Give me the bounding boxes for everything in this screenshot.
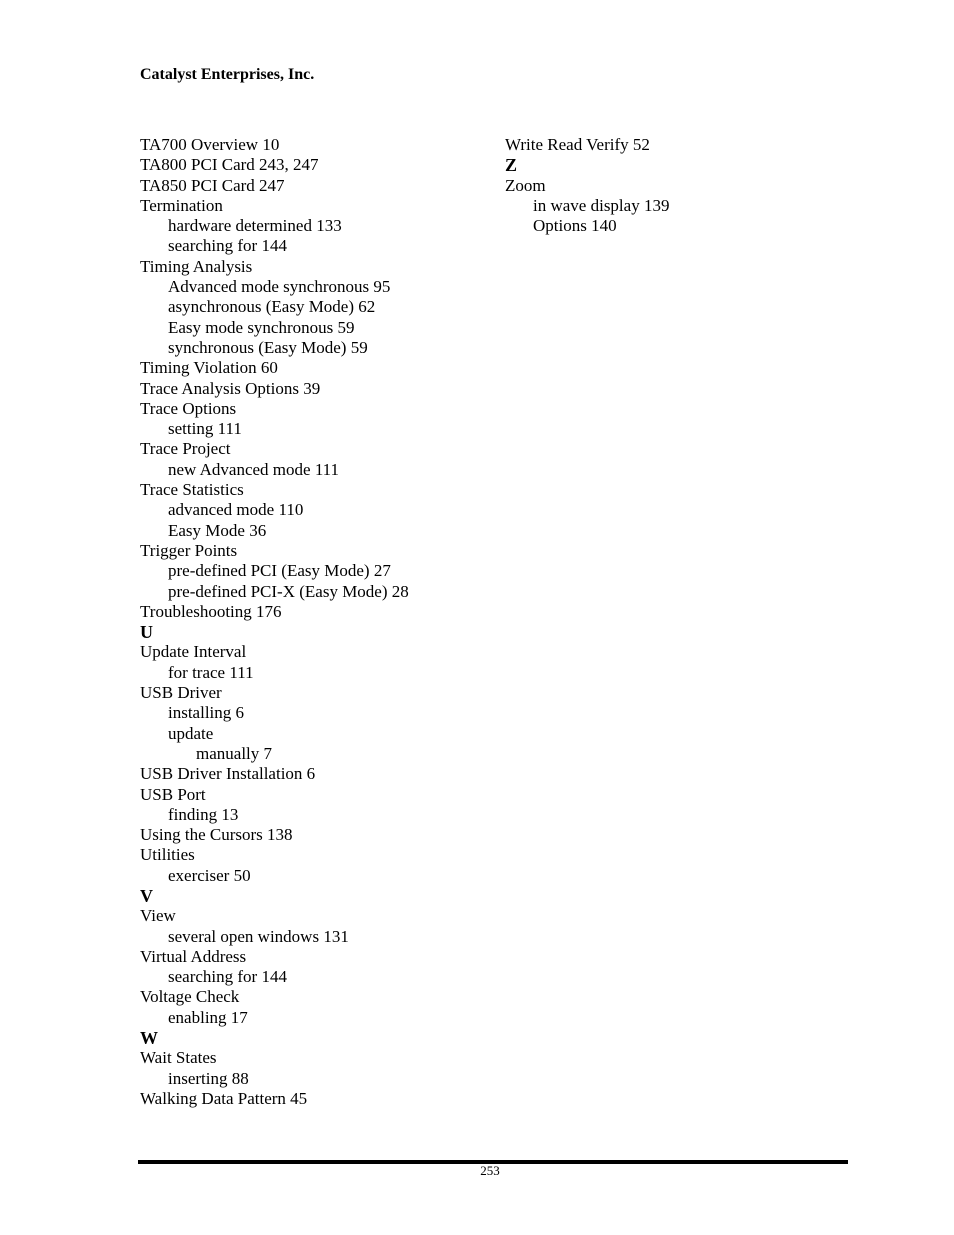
- index-column-left: [140, 135, 490, 1109]
- index-subentry: for trace 111: [168, 662, 254, 682]
- index-entry: View: [140, 906, 176, 926]
- index-column-right: [505, 135, 855, 236]
- index-entry: Troubleshooting 176: [140, 601, 282, 621]
- index-entry: Timing Violation 60: [140, 358, 278, 378]
- index-subentry: exerciser 50: [168, 865, 251, 885]
- index-subentry: advanced mode 110: [168, 500, 304, 520]
- index-subentry: setting 111: [168, 419, 242, 439]
- index-entry: USB Port: [140, 784, 206, 804]
- index-subentry: several open windows 131: [168, 926, 349, 946]
- index-subentry: update: [168, 723, 214, 743]
- index-entry: Zoom: [505, 175, 546, 195]
- index-subentry: Options 140: [533, 216, 617, 236]
- index-entry: Voltage Check: [140, 987, 240, 1007]
- index-subentry: pre-defined PCI (Easy Mode) 27: [168, 561, 391, 581]
- index-entry: Wait States: [140, 1048, 217, 1068]
- index-entry: Trace Project: [140, 439, 231, 459]
- index-subentry: new Advanced mode 111: [168, 459, 340, 479]
- index-section-letter: Z: [505, 155, 518, 176]
- index-subentry: Easy Mode 36: [168, 520, 267, 540]
- index-entry: TA800 PCI Card 243, 247: [140, 155, 319, 175]
- index-subentry: searching for 144: [168, 236, 287, 256]
- index-entry: Write Read Verify 52: [505, 135, 650, 154]
- index-subentry: finding 13: [168, 804, 239, 824]
- index-entry: Timing Analysis: [140, 256, 253, 276]
- index-subentry: searching for 144: [168, 967, 287, 987]
- index-subentry: inserting 88: [168, 1068, 249, 1088]
- index-subentry: synchronous (Easy Mode) 59: [168, 337, 368, 357]
- index-subentry: Easy mode synchronous 59: [168, 317, 355, 337]
- index-section-letter: V: [140, 885, 153, 906]
- company-header: Catalyst Enterprises, Inc.: [140, 66, 315, 83]
- index-subentry: pre-defined PCI-X (Easy Mode) 28: [168, 581, 409, 601]
- page-number: 253: [480, 1163, 500, 1178]
- index-entry: Update Interval: [140, 642, 247, 662]
- index-entry: Walking Data Pattern 45: [140, 1088, 308, 1108]
- index-entry: TA700 Overview 10: [140, 135, 280, 154]
- index-entry: Trigger Points: [140, 540, 238, 560]
- index-section-letter: W: [140, 1028, 158, 1049]
- index-entry: Virtual Address: [140, 946, 247, 966]
- index-entry: USB Driver: [140, 683, 222, 703]
- index-subsubentry: manually 7: [196, 743, 273, 763]
- index-entry: Utilities: [140, 845, 195, 865]
- index-entry: Trace Statistics: [140, 480, 244, 500]
- index-entry: USB Driver Installation 6: [140, 764, 316, 784]
- index-entry: TA850 PCI Card 247: [140, 175, 285, 195]
- index-entry: Termination: [140, 195, 223, 215]
- index-subentry: enabling 17: [168, 1007, 248, 1027]
- index-subentry: Advanced mode synchronous 95: [168, 277, 391, 297]
- index-subentry: in wave display 139: [533, 195, 670, 215]
- index-subentry: installing 6: [168, 703, 245, 723]
- index-subentry: asynchronous (Easy Mode) 62: [168, 297, 376, 317]
- index-entry: Trace Analysis Options 39: [140, 378, 321, 398]
- index-entry: Trace Options: [140, 398, 237, 418]
- index-entry: Using the Cursors 138: [140, 825, 293, 845]
- index-section-letter: U: [140, 622, 153, 643]
- index-subentry: hardware determined 133: [168, 216, 342, 236]
